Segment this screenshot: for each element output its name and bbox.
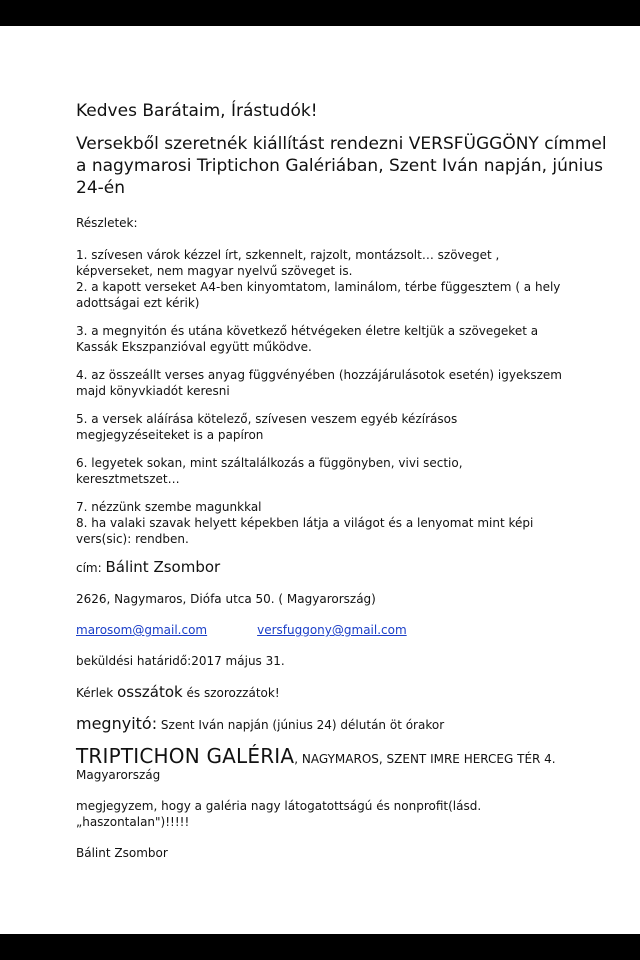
note: megjegyzem, hogy a galéria nagy látogatottságú és nonprofit(lásd. „haszontalan")!!!!! <box>76 799 482 829</box>
item-7-8: 7. nézzünk szembe magunkkal 8. ha valaki szavak helyett képekben látja a világot és a lenyomat mint képi vers(sic): rendben. <box>76 500 534 546</box>
gallery-country: Magyarország <box>76 768 161 782</box>
gallery-line <box>76 744 616 768</box>
address-name: Bálint Zsombor <box>105 558 221 576</box>
item-3: 3. a megnyitón és utána következő hétvégeken életre keltjük a szövegeket a Kassák Ekszpanzióval együtt működve. <box>76 324 539 354</box>
email-link-versfuggony[interactable]: versfuggony@gmail.com <box>257 623 407 637</box>
address-label: cím: <box>76 561 106 575</box>
top-black-bar <box>0 0 640 26</box>
intro-paragraph: Versekből szeretnék kiállítást rendezni VERSFÜGGÖNY címmel a nagymarosi Triptichon Galériában, Szent Iván napján, június 24-én <box>76 134 607 198</box>
item-5: 5. a versek aláírása kötelező, szívesen veszem egyéb kézírásos megjegyzéseiteket is a papíron <box>76 412 458 442</box>
details-label: Részletek: <box>76 216 138 230</box>
share-line: Kérlek osszátok és szorozzátok! <box>76 683 280 701</box>
opening-line <box>76 716 616 733</box>
item-4: 4. az összeállt verses anyag függvényében (hozzájárulásotok esetén) igyekszem majd könyvkiadót keresni <box>76 368 562 398</box>
email-link-marosom[interactable]: marosom@gmail.com <box>76 623 208 637</box>
letter-document <box>76 100 616 861</box>
greeting: Kedves Barátaim, Írástudók! <box>76 101 318 121</box>
item-1: 1. szívesen várok kézzel írt, szkennelt, rajzolt, montázsolt… szöveget , képverseket, nem magyar nyelvű szöveget is. 2. a kapott verseket A4-ben kinyomtatom, laminálom, térbe függesztem ( a hely adottságai ezt kérik) <box>76 248 561 310</box>
gallery-name: TRIPTICHON GALÉRIA <box>76 744 295 768</box>
item-6: 6. legyetek sokan, mint száltalálkozás a függönyben, vivi sectio, keresztmetszet… <box>76 456 463 486</box>
opening-text: Szent Iván napján (június 24) délután öt órakor <box>157 718 445 732</box>
bottom-black-bar <box>0 934 640 960</box>
gallery-address: , NAGYMAROS, SZENT IMRE HERCEG TÉR 4. <box>294 752 556 766</box>
address-name-line <box>76 559 616 576</box>
signature: Bálint Zsombor <box>76 846 168 860</box>
deadline: beküldési határidő:2017 május 31. <box>76 654 285 668</box>
address-street: 2626, Nagymaros, Diófa utca 50. ( Magyarország) <box>76 592 376 606</box>
opening-label: megnyitó: <box>76 714 158 733</box>
email-links <box>76 622 616 638</box>
